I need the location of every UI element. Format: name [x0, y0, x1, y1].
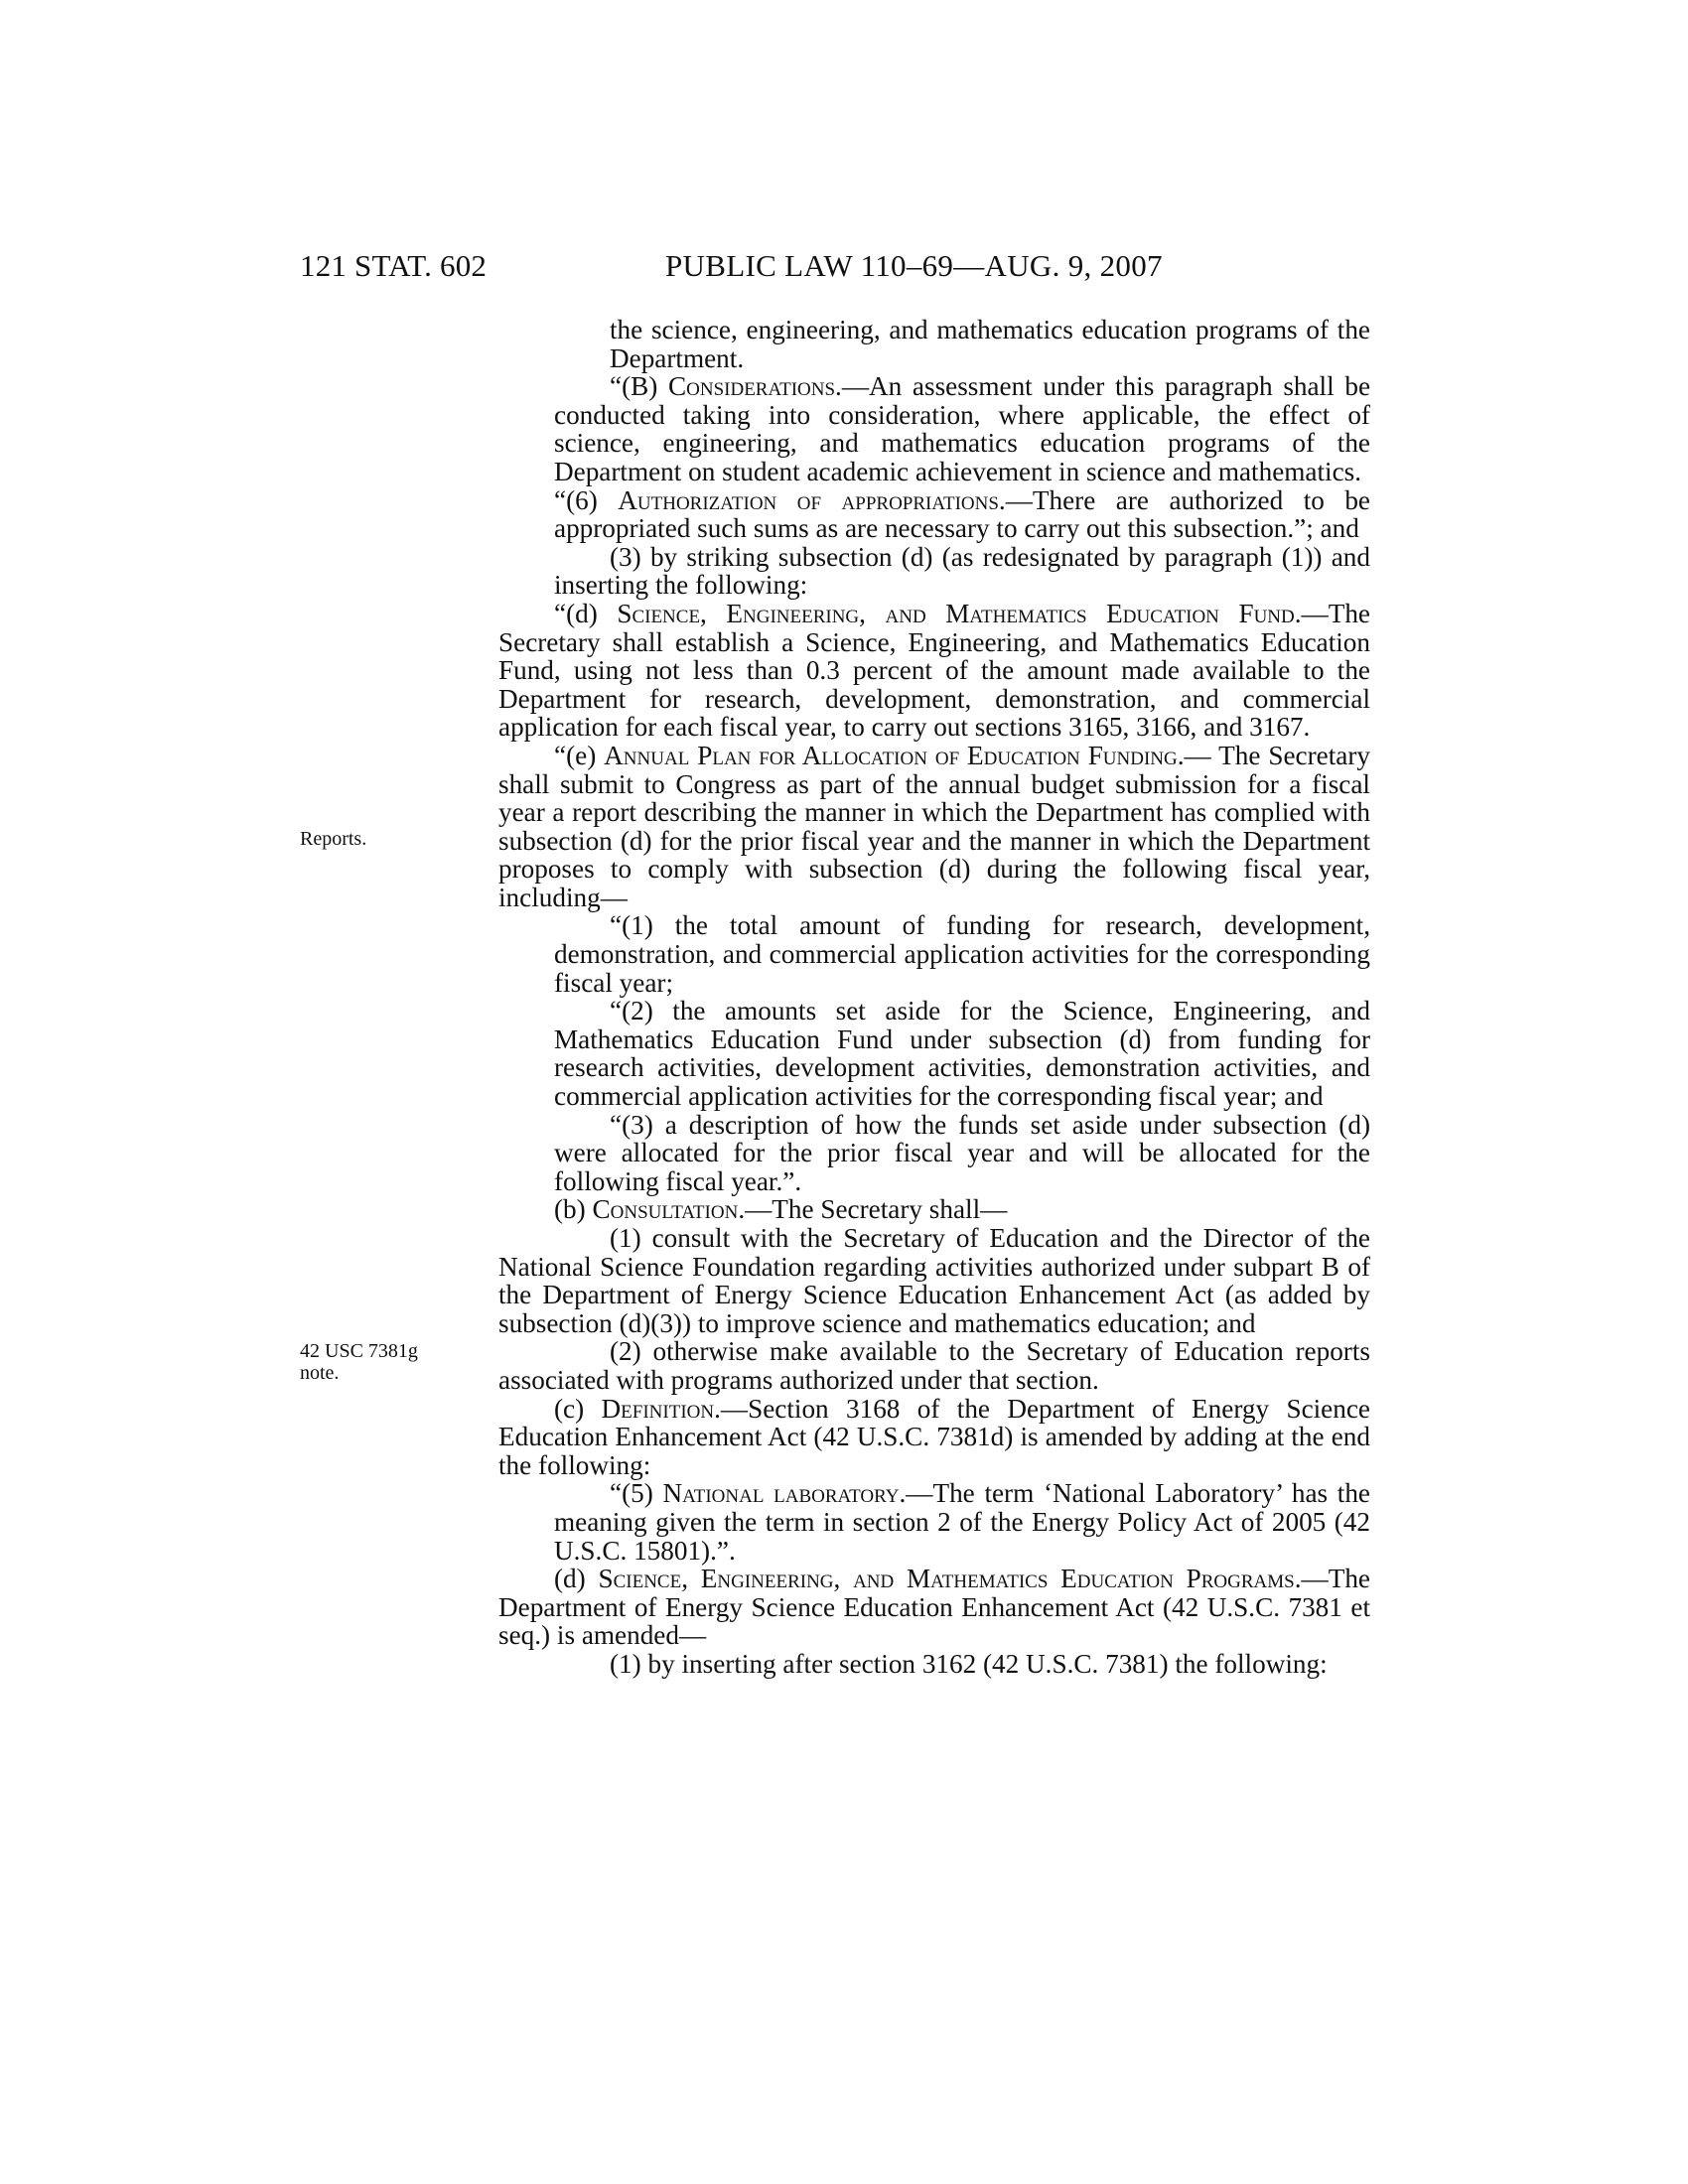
- paragraph-heading: Authorization of appropriations: [618, 484, 999, 515]
- margin-note-usc-citation: [300, 1340, 469, 1384]
- statute-page-reference: 121 STAT. 602: [300, 248, 488, 283]
- subparagraph-heading: Considerations: [668, 371, 836, 402]
- paragraph-annual-plan: “(e) Annual Plan for Allocation of Education Funding.— The Secretary shall submit to Congress as part of the annual budget submission for a fiscal year a report describing the manner in which the Department has complied with subsection (d) for the prior fiscal year and the manner in which the Department proposes to comply with subsection (d) during the following fiscal year, including—: [498, 740, 1370, 912]
- paragraph: (1) by inserting after section 3162 (42 U.S.C. 7381) the following:: [610, 1648, 1328, 1679]
- subsection-heading: Science, Engineering, and Mathematics Education Programs: [598, 1564, 1295, 1594]
- paragraph: “(3) a description of how the funds set aside under subsection (d) were allocated for the prior fiscal year and will be allocated for the following fiscal year.”.: [554, 1109, 1370, 1196]
- subsection-heading: Science, Engineering, and Mathematics Education Fund: [617, 598, 1295, 628]
- paragraph-heading: National laboratory: [662, 1478, 900, 1509]
- paragraph-national-laboratory: “(5) National laboratory.—The term ‘National Laboratory’ has the meaning given the term in section 2 of the Energy Policy Act of 2005 (42 U.S.C. 15801).”.: [554, 1478, 1371, 1566]
- paragraph: the science, engineering, and mathematics education programs of the Department.: [610, 315, 1370, 373]
- paragraph: (1) consult with the Secretary of Education and the Director of the National Science Foundation regarding activities authorized under subpart B of the Department of Energy Science Education Enhancement Act (as added by subsection (d)(3)) to improve science and mathematics education; and: [498, 1223, 1370, 1338]
- paragraph-considerations: “(B) Considerations.—An assessment under this paragraph shall be conducted taking into consideration, where applicable, the effect of science, engineering, and mathematics education programs of the Department on student academic achievement in science and mathematics.: [554, 371, 1371, 486]
- statute-body: [498, 316, 1370, 1679]
- subsection-heading: Definition: [601, 1393, 715, 1424]
- public-law-title: PUBLIC LAW 110–69—AUG. 9, 2007: [665, 248, 1163, 283]
- paragraph: “(1) the total amount of funding for research, development, demonstration, and commercial application activities for the corresponding fiscal year;: [554, 910, 1370, 998]
- subsection-heading: Consultation: [592, 1194, 739, 1225]
- page-header: [300, 248, 1370, 288]
- paragraph-education-fund: “(d) Science, Engineering, and Mathematics Education Fund.—The Secretary shall establish a Science, Engineering, and Mathematics Education Fund, using not less than 0.3 percent of the amount made available to the Department for research, development, demonstration, and commercial application for each fiscal year, to carry out sections 3165, 3166, and 3167.: [498, 598, 1370, 743]
- margin-note-usc-line2: note.: [300, 1362, 340, 1384]
- paragraph: “(2) the amounts set aside for the Science, Engineering, and Mathematics Education Fund under subsection (d) from funding for research activities, development activities, demonstration activities, and commercial application activities for the corresponding fiscal year; and: [554, 996, 1370, 1112]
- paragraph-authorization: “(6) Authorization of appropriations.—There are authorized to be appropriated such sums as are necessary to carry out this subsection.”; and: [554, 484, 1370, 544]
- paragraph: (2) otherwise make available to the Secretary of Education reports associated with programs authorized under that section.: [498, 1336, 1370, 1395]
- paragraph: (3) by striking subsection (d) (as redesignated by paragraph (1)) and inserting the following:: [554, 541, 1370, 601]
- margin-note-reports: Reports.: [300, 828, 367, 850]
- paragraph-education-programs: (d) Science, Engineering, and Mathematics Education Programs.—The Department of Energy Science Education Enhancement Act (42 U.S.C. 7381 et seq.) is amended—: [498, 1564, 1370, 1651]
- paragraph-consultation: (b) Consultation.—The Secretary shall—: [554, 1194, 1008, 1225]
- paragraph-definition: (c) Definition.—Section 3168 of the Department of Energy Science Education Enhancement Act (42 U.S.C. 7381d) is amended by adding at the end the following:: [498, 1393, 1370, 1480]
- margin-note-usc-line1: 42 USC 7381g: [300, 1340, 418, 1362]
- subsection-heading: Annual Plan for Allocation of Education Funding: [604, 740, 1178, 770]
